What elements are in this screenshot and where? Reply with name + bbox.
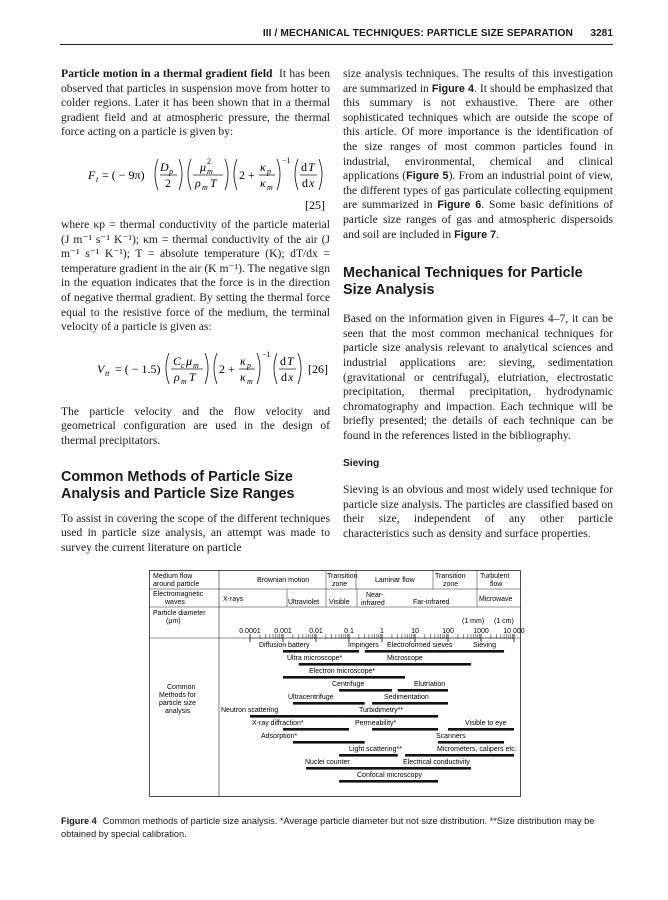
paragraph-summary: size analysis techniques. The results of this investigation are summarized in Figure 4. It should be emphasized that this summary is not exhaustive. There are other sophisticated techniques which are outside the scope of this article. Of more importance is the identification of the size ranges of most common particles found in industrial, environmental, chemical and clinical applications (Figure 5). From an industrial point of view, the different types of gas particulate collecting equipment are summarized in Figure 6. Some basic definitions of particle size ranges of gas and atmospheric dispersoids and soil are included in Figure 7. bbox=[343, 67, 614, 241]
method-bar bbox=[372, 694, 448, 705]
method-label: Microscope bbox=[387, 655, 423, 662]
svg-text:ρ: ρ bbox=[174, 369, 180, 384]
method-label: Nuclei counter bbox=[305, 759, 350, 766]
em-farir: Far-infrared bbox=[413, 599, 450, 606]
svg-text:κ: κ bbox=[260, 159, 266, 174]
svg-text:C: C bbox=[173, 353, 182, 368]
svg-text:μ: μ bbox=[200, 159, 207, 174]
method-bar bbox=[365, 655, 471, 666]
method-label: Centrifuge bbox=[332, 681, 365, 688]
flow-brownian: Brownian motion bbox=[257, 577, 310, 584]
em-nearir-1: Near- bbox=[366, 592, 384, 599]
flow-laminar: Laminar flow bbox=[375, 577, 415, 584]
method-label: Visible to eye bbox=[465, 720, 507, 727]
method-label: Sieving bbox=[473, 642, 496, 649]
svg-text:2: 2 bbox=[165, 175, 171, 190]
tick-label: 1000 bbox=[473, 628, 489, 635]
row-dia-label-2: (μm) bbox=[166, 618, 181, 625]
diameter-tick-marks bbox=[250, 634, 514, 642]
method-bar bbox=[283, 668, 405, 679]
svg-text:−1: −1 bbox=[262, 349, 271, 359]
em-uv: Ultraviolet bbox=[288, 599, 320, 606]
section-heading-common-methods: Common Methods of Particle Size Analysis and Particle Size Ranges bbox=[61, 468, 295, 502]
svg-text:d: d bbox=[280, 353, 286, 368]
tick-label: 10 bbox=[411, 628, 419, 635]
svg-text:x: x bbox=[288, 369, 294, 384]
subheading-sieving: Sieving bbox=[343, 458, 380, 470]
paragraph-mechanical-techniques: Based on the information given in Figures 4–7, it can be seen that the most common mechanical techniques for particle size analysis relevant to analytical sciences and industrial applications are: sieving, sedimentation (gravitational or centrifugal), elutriation, electrostatic precipitation, thermal precipitation, hydrodynamic chromatography and impaction. Each technique will be briefly presented; the details of each technique can be found in the references listed in the bibliography. bbox=[343, 312, 613, 442]
svg-text:T: T bbox=[189, 369, 196, 384]
svg-text:m: m bbox=[207, 166, 213, 176]
run-in-heading: Particle motion in a thermal gradient field bbox=[61, 67, 273, 80]
method-label: Sedimentation bbox=[384, 694, 429, 701]
running-title: III / MECHANICAL TECHNIQUES: PARTICLE SIZE SEPARATION bbox=[262, 28, 573, 39]
svg-text:T: T bbox=[287, 353, 294, 368]
tick-label: 1 bbox=[380, 628, 384, 635]
method-label: Impingers bbox=[348, 642, 379, 649]
svg-text:2 +: 2 + bbox=[239, 167, 255, 182]
figure-4-diagram bbox=[149, 570, 525, 798]
svg-text:d: d bbox=[281, 369, 287, 384]
method-label: Diffusion battery bbox=[259, 642, 310, 649]
em-nearir-2: infrared bbox=[361, 600, 385, 607]
caption-label: Figure 4 bbox=[61, 816, 97, 826]
method-bars bbox=[221, 642, 517, 783]
method-bar bbox=[305, 759, 372, 770]
eq26-const: = ( − 1.5) bbox=[115, 361, 161, 376]
flow-transition2-2: zone bbox=[443, 581, 459, 588]
dia-1cm: (1 cm) bbox=[494, 618, 514, 625]
method-bar bbox=[287, 655, 372, 666]
method-bar bbox=[288, 694, 365, 705]
tick-label: 0.0001 bbox=[239, 628, 261, 635]
eq26-lhs-sub: tt bbox=[105, 368, 110, 378]
header-rule bbox=[60, 44, 613, 45]
svg-text:−1: −1 bbox=[282, 155, 291, 165]
svg-text:m: m bbox=[267, 182, 273, 192]
eq25-lhs-sub: t bbox=[96, 174, 99, 184]
eq25-const: = ( − 9π) bbox=[102, 167, 145, 182]
diameter-tick-labels bbox=[239, 628, 525, 635]
methods-label-4: analysis bbox=[165, 708, 191, 715]
method-label: Turbidimetry** bbox=[359, 707, 404, 714]
method-bar bbox=[365, 759, 471, 770]
method-bar bbox=[405, 746, 517, 757]
method-bar bbox=[221, 707, 339, 718]
figure-4 bbox=[149, 570, 525, 803]
tick-label: 10 000 bbox=[503, 628, 525, 635]
method-bar bbox=[436, 733, 504, 744]
page-number: 3281 bbox=[590, 28, 613, 39]
svg-text:m: m bbox=[181, 376, 187, 386]
method-bar bbox=[339, 746, 402, 757]
method-label: Light scattering** bbox=[349, 746, 402, 753]
method-label: Electroformed sieves bbox=[387, 642, 453, 649]
method-label: Neutron scattering bbox=[221, 707, 279, 714]
row-flow-label-1: Medium flow bbox=[153, 573, 193, 580]
svg-text:d: d bbox=[301, 159, 307, 174]
method-bar bbox=[261, 733, 365, 744]
methods-label-1: Common bbox=[167, 684, 196, 691]
method-bar bbox=[355, 720, 438, 731]
flow-transition-2: zone bbox=[332, 581, 348, 588]
method-bar bbox=[339, 707, 438, 718]
paragraph-precipitators: The particle velocity and the flow velocity and geometrical configuration are used in the design of thermal precipitators. bbox=[61, 404, 330, 447]
svg-text:p: p bbox=[169, 166, 173, 176]
svg-text:m: m bbox=[202, 182, 208, 192]
method-bar bbox=[448, 720, 514, 731]
paragraph-thermal-force: where κp = thermal conductivity of the particle material (J m⁻¹ s⁻¹ K⁻¹); κm = thermal conductivity of the air (J m⁻¹ s⁻¹ K⁻¹); T = absolute temperature (K); dT/dx = temperature gradient in the air (K m⁻¹). The negative sign in the equation indicates that the force is in the direction of negative thermal gradient. By setting the thermal force equal to the resistive force of the medium, the terminal velocity of a particle is given as: bbox=[61, 217, 330, 334]
em-microwave: Microwave bbox=[479, 596, 513, 603]
method-bar bbox=[339, 772, 438, 783]
eq25-number: [25] bbox=[305, 197, 325, 212]
svg-text:μ: μ bbox=[186, 353, 193, 368]
caption-text: Common methods of particle size analysis. *Average particle diameter but not size distribution. **Size distribution may be obtained by special calibration. bbox=[61, 816, 595, 839]
row-dia-label-1: Particle diameter bbox=[153, 610, 206, 617]
running-header bbox=[60, 26, 613, 44]
right-column bbox=[343, 67, 613, 541]
method-label: Elutriation bbox=[414, 681, 446, 688]
svg-text:m: m bbox=[247, 376, 253, 386]
method-label: Scanners bbox=[436, 733, 466, 740]
svg-text:2 +: 2 + bbox=[219, 361, 235, 376]
figure-ref-7[interactable]: Figure 7 bbox=[454, 228, 497, 241]
flow-transition-1: Transition bbox=[327, 573, 358, 580]
method-label: Ultra microscope* bbox=[287, 655, 343, 662]
method-label: Adsorption* bbox=[261, 733, 298, 740]
equation-26 bbox=[61, 341, 330, 397]
figure-ref-4[interactable]: Figure 4 bbox=[431, 82, 474, 95]
svg-text:T: T bbox=[210, 175, 217, 190]
tick-label: 0.01 bbox=[309, 628, 323, 635]
method-label: Ultracentrifuge bbox=[288, 694, 334, 701]
paragraph-survey: To assist in covering the scope of the different techniques used in particle size analysis, an attempt was made to survey the current literature on particle bbox=[61, 511, 330, 554]
svg-text:κ: κ bbox=[240, 353, 246, 368]
svg-text:T: T bbox=[308, 159, 315, 174]
row-em-label-1: Electromagnetic bbox=[153, 591, 204, 598]
method-bar bbox=[398, 681, 448, 692]
svg-text:p: p bbox=[267, 166, 271, 176]
left-column bbox=[61, 67, 330, 555]
equation-26-graphic bbox=[61, 341, 330, 397]
tick-label: 0.001 bbox=[274, 628, 292, 635]
equation-25 bbox=[61, 150, 330, 210]
svg-text:p: p bbox=[247, 360, 251, 370]
row-em-label-2: waves bbox=[165, 599, 185, 606]
svg-text:2: 2 bbox=[207, 156, 211, 166]
em-xrays: X-rays bbox=[223, 596, 244, 603]
eq26-number: [26] bbox=[308, 361, 328, 376]
svg-text:D: D bbox=[160, 159, 169, 174]
eq25-lhs: F bbox=[88, 167, 96, 182]
method-label: X-ray diffraction* bbox=[252, 720, 304, 727]
svg-text:m: m bbox=[193, 360, 199, 370]
flow-transition2-1: Transition bbox=[435, 573, 466, 580]
method-label: Permeability* bbox=[355, 720, 397, 727]
method-bar bbox=[259, 642, 359, 653]
flow-turbulent-2: flow bbox=[490, 581, 503, 588]
methods-label-3: particle size bbox=[159, 700, 196, 707]
dia-1mm: (1 mm) bbox=[462, 618, 485, 625]
equation-25-graphic bbox=[61, 150, 330, 210]
svg-text:x: x bbox=[309, 175, 315, 190]
svg-text:d: d bbox=[302, 175, 308, 190]
flow-turbulent-1: Turbulent bbox=[480, 573, 510, 580]
svg-text:ρ: ρ bbox=[195, 175, 201, 190]
method-label: Electron microscope* bbox=[309, 668, 376, 675]
tick-label: 0.1 bbox=[344, 628, 354, 635]
method-bar bbox=[252, 720, 349, 731]
svg-text:κ: κ bbox=[260, 175, 266, 190]
figure-4-caption bbox=[61, 815, 614, 840]
figure-ref-6[interactable]: Figure 6 bbox=[437, 199, 482, 212]
section-heading-mechanical-techniques: Mechanical Techniques for Particle Size Analysis bbox=[343, 265, 583, 299]
svg-text:c: c bbox=[181, 360, 185, 370]
paragraph-sieving: Sieving is an obvious and most widely used technique for particle size analysis. The particles are classified based on their size, independent of any other particle characteristics such as density and surface properties. bbox=[343, 483, 613, 540]
figure-ref-5[interactable]: Figure 5 bbox=[406, 170, 449, 183]
row-flow-label-2: around particle bbox=[153, 581, 200, 588]
method-label: Micrometers, calipers etc. bbox=[437, 746, 517, 753]
em-visible: Visible bbox=[329, 599, 350, 606]
method-label: Confocal microscopy bbox=[357, 772, 422, 779]
eq26-lhs: V bbox=[97, 361, 105, 376]
method-label: Electrical conductivity bbox=[403, 759, 470, 766]
method-bar bbox=[332, 681, 392, 692]
paragraph-thermal-gradient: Particle motion in a thermal gradient field It has been observed that particles in suspension move from hotter to colder regions. Later it has been shown that in a thermal gradient field and at atmospheric pressure, the thermal force acting on a particle is given by: bbox=[61, 67, 330, 139]
methods-label-2: Methods for bbox=[159, 692, 196, 699]
svg-text:κ: κ bbox=[240, 369, 246, 384]
tick-label: 100 bbox=[442, 628, 454, 635]
